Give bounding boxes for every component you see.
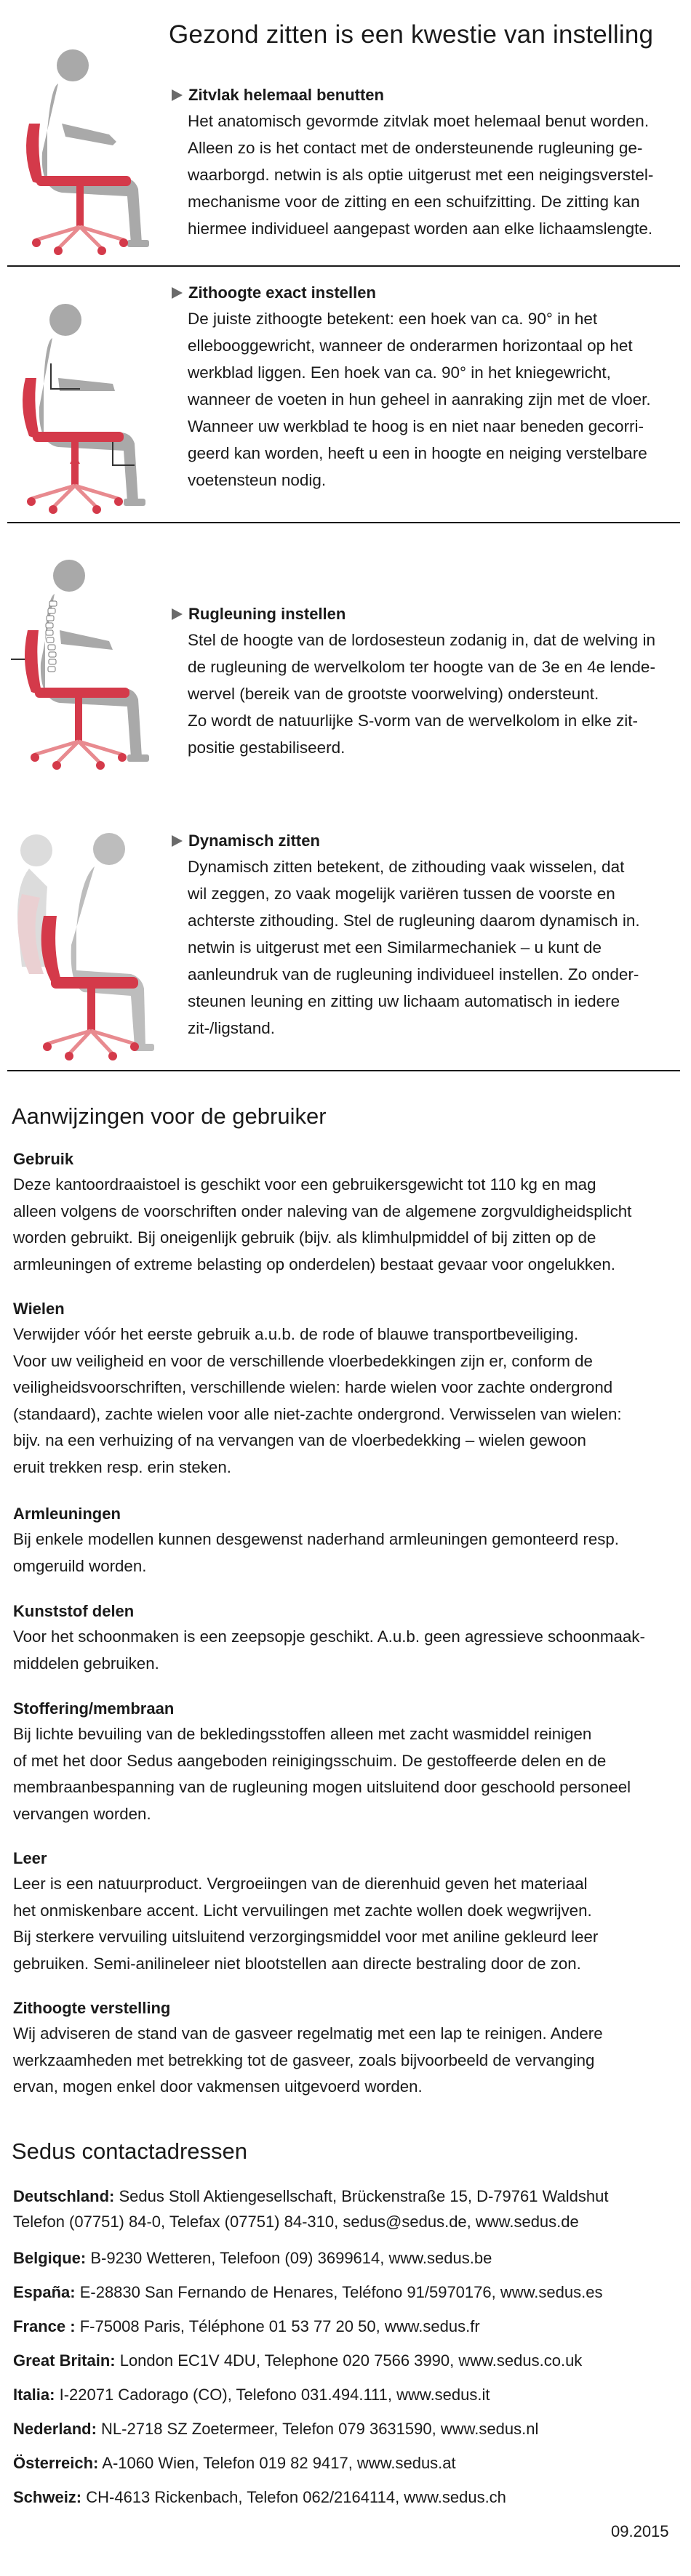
section-heading-backrest: Rugleuning instellen [172,603,346,625]
section-body-height: De juiste zithoogte betekent: een hoek van ca. 90° in het ellebooggewricht, wanneer de onderarmen horizontaal op het werkblad liggen. Een hoek van ca. 90° in het kniegewricht, wanneer de voeten in hun geheel in aanraking zijn met de vloer. Wanneer uw werkblad te hoog is en niet naar beneden gecorri- geerd kan worden, heeft u een in hoogte en neiging verstelbare voetensteun nodig. [188,310,651,489]
divider [7,522,680,523]
contact-france: France : F-75008 Paris, Téléphone 01 53 77 20 50, www.sedus.fr [13,2317,480,2335]
instruction-heading-plastic: Kunststof delen [13,1602,135,1620]
seated-figure-height-illustration [7,298,160,523]
instruction-body-wheels: Verwijder vóór het eerste gebruik a.u.b. de rode of blauwe transportbeveiliging. Voor uw veiligheid en voor de verschillende vloerbedekkingen zijn er, conform de veiligheidsvoorschriften, verschillende wielen: harde wielen voor zachte ondergrond (standaard), zachte wielen voor alle niet-zachte ondergrond. Verwisselen van wielen: bijv. na een verhuizing of na vervangen van de vloerbedekking – wielen gewoon eruit trekken resp. erin steken. [13,1325,622,1476]
triangle-arrow-icon [172,608,183,620]
section-heading-height: Zithoogte exact instellen [172,282,376,304]
contact-belgium: Belgique: B-9230 Wetteren, Telefoon (09) 3699614, www.sedus.be [13,2249,492,2267]
triangle-arrow-icon [172,835,183,847]
contact-austria: Österreich: A-1060 Wien, Telefon 019 82 9417, www.sedus.at [13,2454,456,2472]
seated-figure-backrest-illustration [7,554,160,779]
document-date: 09.2015 [611,2522,669,2540]
contact-spain: España: E-28830 San Fernando de Henares, Teléfono 91/5970176, www.sedus.es [13,2283,603,2301]
section-heading-seat: Zitvlak helemaal benutten [172,84,384,106]
instruction-heading-upholstery: Stoffering/membraan [13,1699,175,1718]
instruction-body-upholstery: Bij lichte bevuiling van de bekledingsstoffen alleen met zacht wasmiddel reinigen of met het door Sedus aangeboden reinigingsschuim. De gestoffeerde delen en de membraanbespanning van de rugleuning mogen uitsluitend door geschoold personeel vervangen worden. [13,1725,631,1823]
triangle-arrow-icon [172,287,183,299]
contact-great-britain: Great Britain: London EC1V 4DU, Telephone 020 7566 3990, www.sedus.co.uk [13,2351,583,2370]
instruction-heading-wheels: Wielen [13,1300,65,1318]
contact-netherlands: Nederland: NL-2718 SZ Zoetermeer, Telefon 079 3631590, www.sedus.nl [13,2420,539,2438]
instruction-body-usage: Deze kantoordraaistoel is geschikt voor een gebruikersgewicht tot 110 kg en mag alleen volgens de voorschriften onder naleving van de algemene zorgvuldigheidsplicht worden gebruikt. Bij oneigenlijk gebruik (bijv. als klimhulpmiddel of bij zitten op de armleuningen of extreme belasting op onderdelen) bestaat gevaar voor ongelukken. [13,1175,632,1273]
divider [7,265,680,267]
page-title: Gezond zitten is een kwestie van instelling [169,20,654,49]
divider [7,1070,680,1071]
instruction-heading-armrests: Armleuningen [13,1505,121,1523]
instruction-heading-leather: Leer [13,1849,47,1867]
section-heading-dynamic: Dynamisch zitten [172,830,320,852]
instruction-body-leather: Leer is een natuurproduct. Vergroeiingen van de dierenhuid geven het materiaal het onmiskenbare accent. Licht vervuilingen met zachte wollen doek wegwrijven. Bij sterkere vervuiling uitsluitend verzorgingsmiddel voor met aniline gekleurd leer gebruiken. Semi-anilineleer niet blootstellen aan directe bestraling door de zon. [13,1875,599,1973]
instruction-heading-usage: Gebruik [13,1150,74,1168]
contact-switzerland: Schweiz: CH-4613 Rickenbach, Telefon 062/2164114, www.sedus.ch [13,2488,506,2506]
contact-germany: Deutschland: Sedus Stoll Aktiengesellschaft, Brückenstraße 15, D-79761 Waldshut Telefon (07751) 84-0, Telefax (07751) 84-310, sedus@sedus.de, www.sedus.de [13,2187,609,2231]
instruction-body-plastic: Voor het schoonmaken is een zeepsopje geschikt. A.u.b. geen agressieve schoonmaak- middelen gebruiken. [13,1627,645,1673]
dynamic-sitting-illustration [7,829,160,1068]
contacts-title: Sedus contactadressen [12,2138,247,2164]
section-body-backrest: Stel de hoogte van de lordosesteun zodanig in, dat de welving in de rugleuning de wervelkolom ter hoogte van de 3e en 4e lende- wervel (bereik van de grootste voorwelving) ondersteunt. Zo wordt de natuurlijke S-vorm van de wervelkolom in elke zit- positie gestabiliseerd. [188,631,655,757]
instruction-body-armrests: Bij enkele modellen kunnen desgewenst naderhand armleuningen gemonteerd resp. omgeruild worden. [13,1530,619,1575]
seated-figure-seat-illustration [7,44,160,262]
contact-italy: Italia: I-22071 Cadorago (CO), Telefono 031.494.111, www.sedus.it [13,2386,490,2404]
section-body-seat: Het anatomisch gevormde zitvlak moet helemaal benut worden. Alleen zo is het contact met de ondersteunende rugleuning ge- waarborgd. netwin is als optie uitgerust met een neigingsverstel- mechanisme voor de zitting en een schuifzitting. De zitting kan hiermee individueel aangepast worden aan elke lichaamslengte. [188,112,654,238]
instructions-title: Aanwijzingen voor de gebruiker [12,1103,327,1129]
instruction-heading-seat-height: Zithoogte verstelling [13,1999,171,2017]
triangle-arrow-icon [172,89,183,101]
section-body-dynamic: Dynamisch zitten betekent, de zithouding vaak wisselen, dat wil zeggen, zo vaak mogelijk variëren tussen de voorste en achterste zithouding. Stel de rugleuning daarom dynamisch in. netwin is uitgerust met een Similarmechaniek – u kunt de aanleundruk van de rugleuning individueel instellen. Zo onder- steunen leuning en zitting uw lichaam automatisch in iedere zit-/ligstand. [188,858,640,1037]
instruction-body-seat-height: Wij adviseren de stand van de gasveer regelmatig met een lap te reinigen. Andere werkzaamheden met betrekking tot de gasveer, zoals bijvoorbeeld de vervanging ervan, mogen enkel door vakmensen uitgevoerd worden. [13,2024,603,2096]
